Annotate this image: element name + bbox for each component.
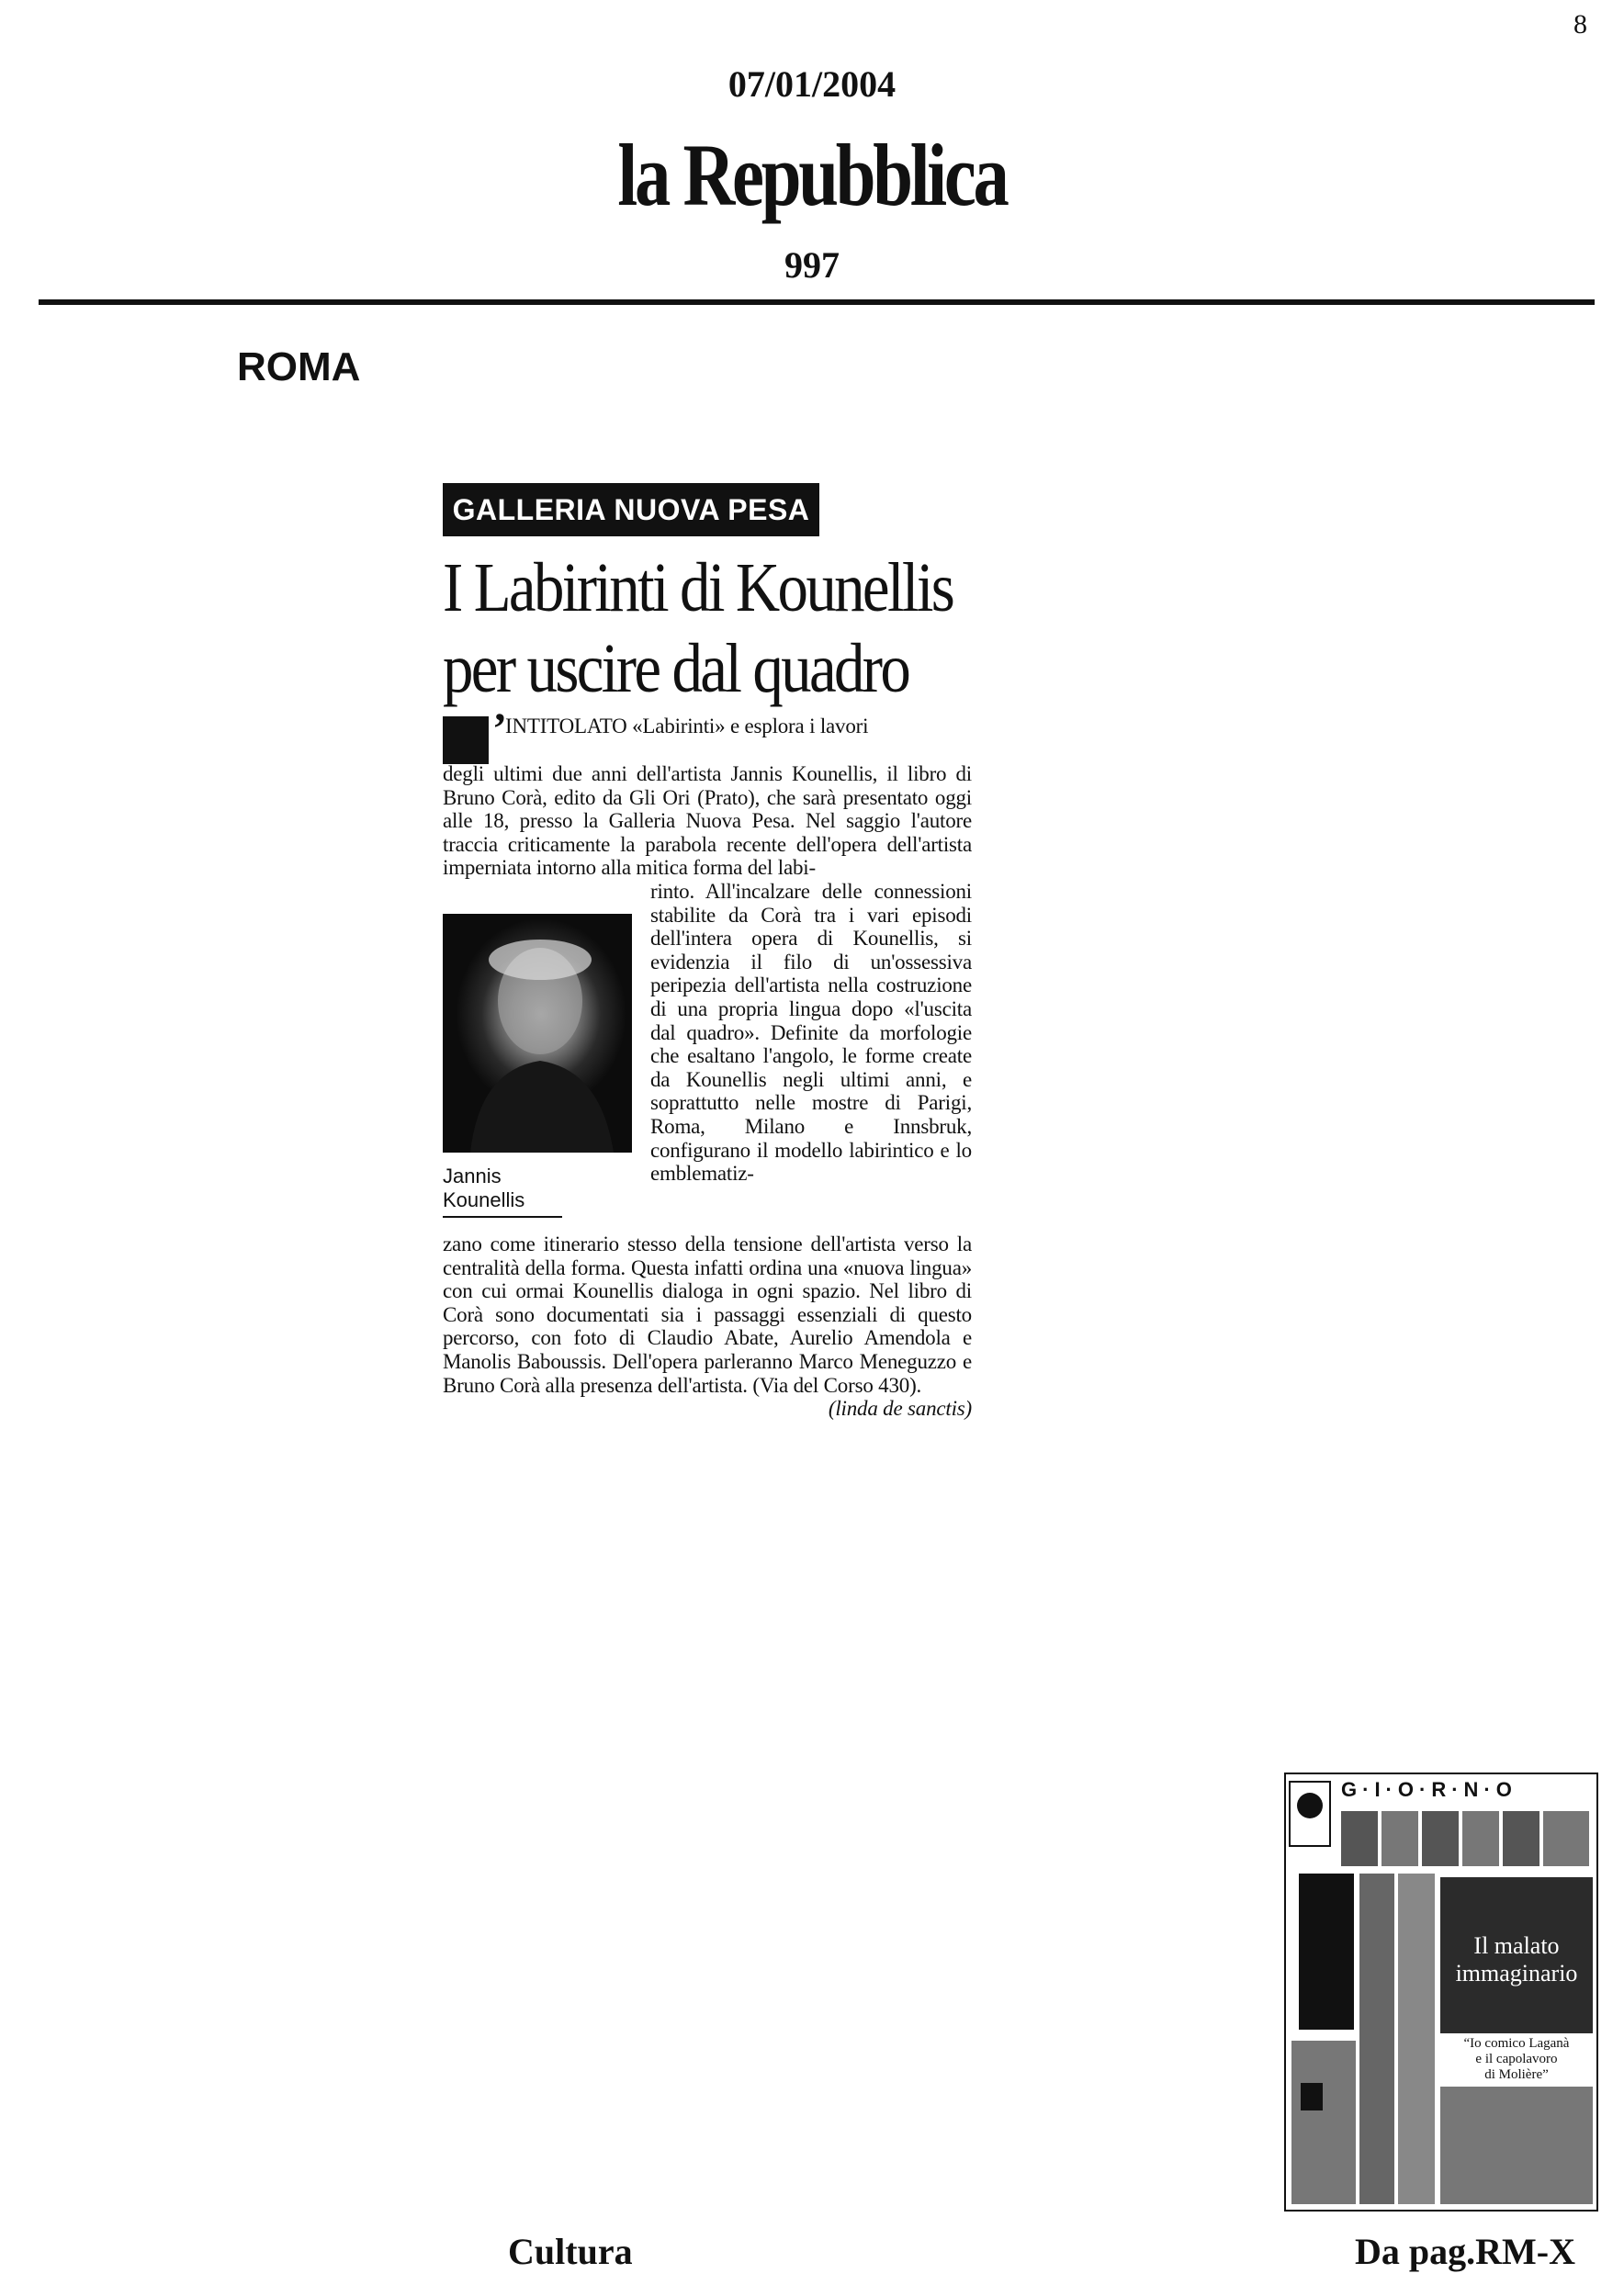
dropcap-e-block [443,716,489,764]
issue-number: 997 [784,244,840,286]
thumbnail-image-line-1: Il malato [1473,1932,1560,1959]
dropcap-apostrophe: ’ [492,704,507,753]
article-paragraph-bottom [443,1232,972,1421]
thumbnail-image-line-2: immaginario [1455,1960,1578,1986]
headline-line-2: per uscire dal quadro [443,630,909,707]
thumbnail-quote-line-2: e il capolavoro [1475,2052,1558,2066]
artist-photo [443,914,632,1153]
article-signature: (linda de sanctis) [828,1397,972,1421]
headline-line-1: I Labirinti di Kounellis [443,549,953,626]
caption-line-1: Jannis [443,1165,502,1187]
thumbnail-title: G·I·O·R·N·O [1341,1778,1517,1801]
article-kicker: GALLERIA NUOVA PESA [443,483,819,536]
article-paragraph-top: degli ultimi due anni dell'artista Jannis Kounellis, il libro di Bruno Corà, edito da Gli Ori (Prato), che sarà presentato oggi alle 18, presso la Galleria Nuova Pesa. Nel saggio l'autore traccia criticamente la parabola recente dell'opera dell'artista imperniata intorno alla mitica forma del labi- [443,762,972,880]
page-thumbnail [1284,1773,1598,2212]
thumbnail-feature-image [1440,1877,1593,2033]
portrait-silhouette [443,914,632,1153]
article-paragraph-right: rinto. All'incalzare delle connessioni stabilite da Corà tra i vari episodi dell'intera opera di Kounellis, si evidenzia il filo di un'ossessiva peripezia dell'artista nella costruzione di una propria lingua dopo «l'uscita dal quadro». Definite da morfologie che esaltano l'angolo, le forme create da Kounellis negli ultimi anni, e soprattutto nelle mostre di Parigi, Roma, Milano e Innsbruk, configurano il modello labirintico e lo emblematiz- [650,880,972,1186]
photo-caption [443,1165,562,1218]
publication-date: 07/01/2004 [727,63,897,105]
section-label: ROMA [237,344,361,389]
caption-line-2: Kounellis [443,1188,525,1211]
bottom-text: zano come itinerario stesso della tensione dell'artista verso la centralità della forma. Questa infatti ordina una «nuova lingua» con cui ormai Kounellis dialoga in ogni spazio. Nel libro di Corà sono documentati sia i passaggi essenziali di questo percorso, con foto di Claudio Abate, Aurelio Amendola e Manolis Baboussis. Dell'opera parleranno Marco Meneguzzo e Bruno Corà alla presenza dell'artista. (Via del Corso 430). [443,1232,972,1397]
footer-category: Cultura [508,2231,633,2272]
thumbnail-quote-line-1: “Io comico Laganà [1463,2036,1570,2051]
thumbnail-quote-line-3: di Molière” [1484,2067,1549,2082]
page-number: 8 [1573,9,1587,39]
article-first-line: INTITOLATO «Labirinti» e esplora i lavori [505,715,869,737]
newspaper-masthead: la Repubblica [617,126,1007,224]
header-rule [39,299,1595,305]
footer-page-reference: Da pag.RM-X [1355,2231,1575,2272]
article-headline [443,547,960,709]
thumbnail-quote [1440,2036,1593,2083]
